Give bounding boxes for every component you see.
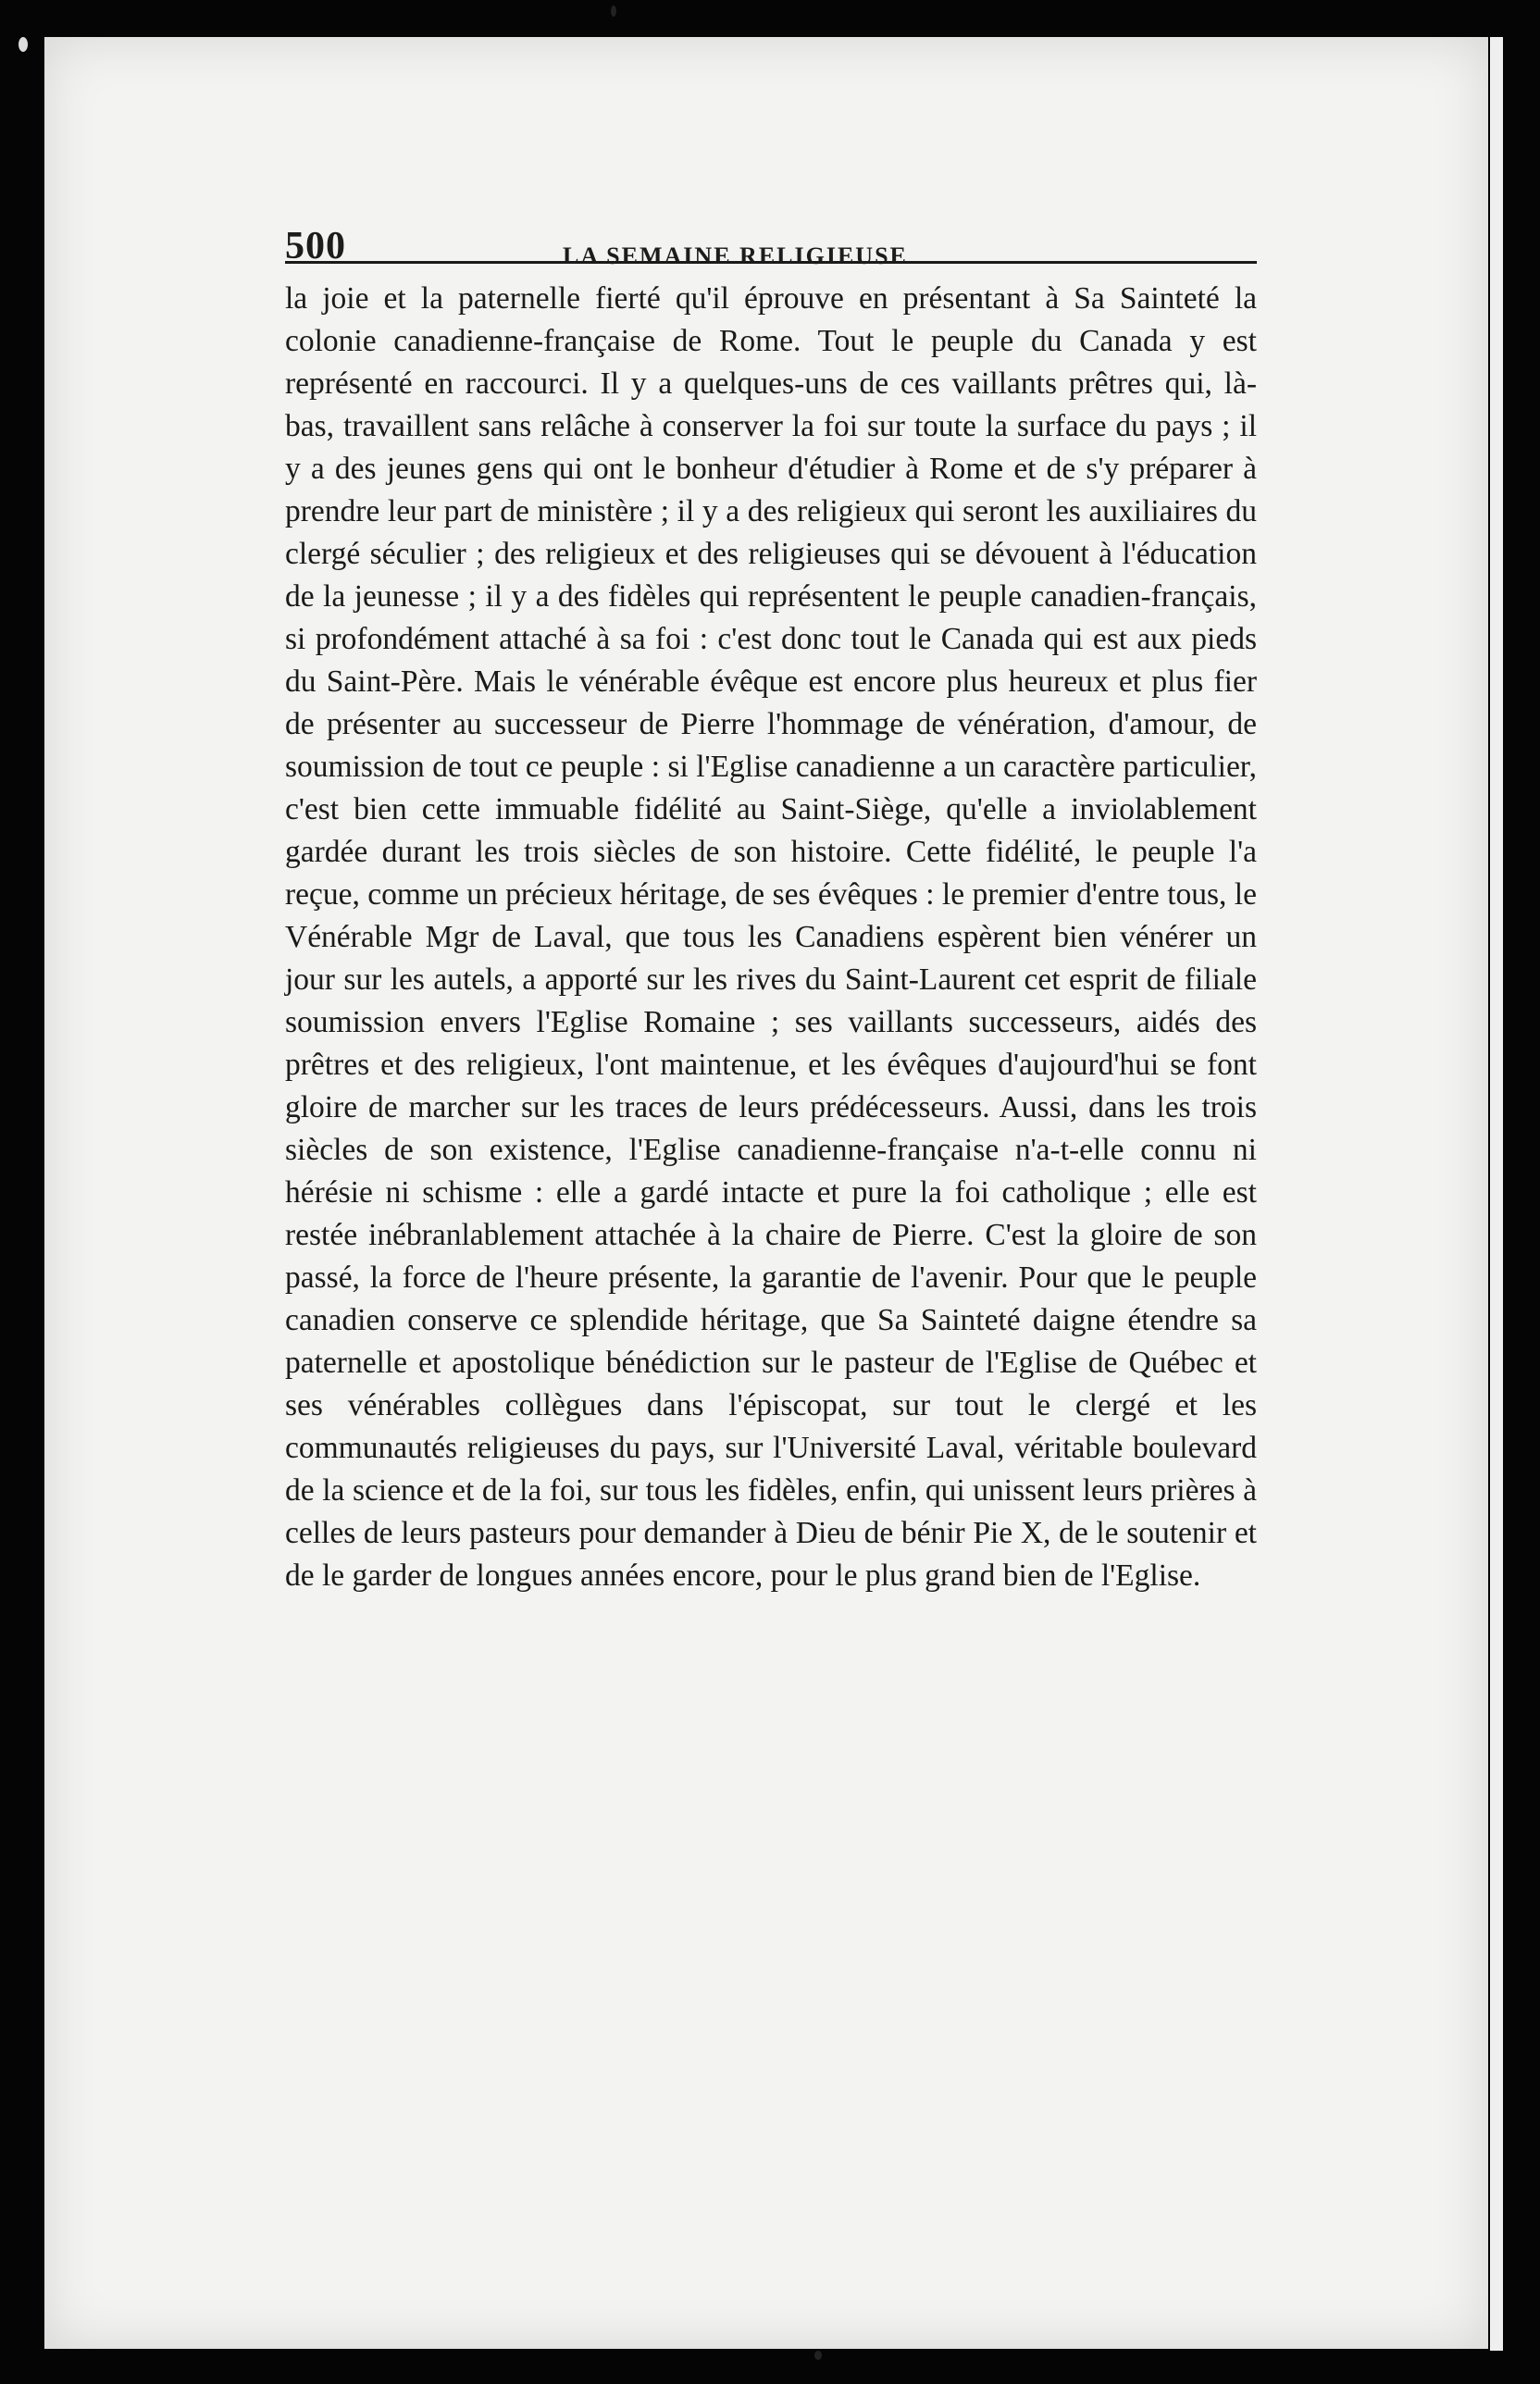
dust-speck xyxy=(814,2351,822,2360)
running-head: LA SEMAINE RELIGIEUSE xyxy=(563,242,908,269)
page-number: 500 xyxy=(285,225,346,267)
dust-speck xyxy=(611,6,616,17)
body-paragraph: la joie et la paternelle fierté qu'il éprouve en présentant à Sa Sainteté la colonie canadienne-française de Rome. Tout le peuple du Canada y est représenté en raccourci. Il y a quelques-uns de ces vaillants prêtres qui, là-bas, travaillent sans relâche à conserver la foi sur toute la surface du pays ; il y a des jeunes gens qui ont le bonheur d'étudier à Rome et de s'y préparer à prendre leur part de ministère ; il y a des religieux qui seront les auxiliaires du clergé séculier ; des religieux et des religieuses qui se dévouent à l'éducation de la jeunesse ; il y a des fidèles qui représentent le peuple canadien-français, si profondément attaché à sa foi : c'est donc tout le Canada qui est aux pieds du Saint-Père. Mais le vénérable évêque est encore plus heureux et plus fier de présenter au successeur de Pierre l'hommage de vénération, d'amour, de soumission de tout ce peuple : si l'Eglise canadienne a un caractère particulier, c'est bien cette immuable fidélité au Saint-Siège, qu'elle a inviolablement gardée durant les trois siècles de son histoire. Cette fidélité, le peuple l'a reçue, comme un précieux héritage, de ses évêques : le premier d'entre tous, le Vénérable Mgr de Laval, que tous les Canadiens espèrent bien vénérer un jour sur les autels, a apporté sur les rives du Saint-Laurent cet esprit de filiale soumission envers l'Eglise Romaine ; ses vaillants successeurs, aidés des prêtres et des religieux, l'ont maintenue, et les évêques d'aujourd'hui se font gloire de marcher sur les traces de leurs prédécesseurs. Aussi, dans les trois siècles de son existence, l'Eglise canadienne-française n'a-t-elle connu ni hérésie ni schisme : elle a gardé intacte et pure la foi catholique ; elle est restée inébranlablement attachée à la chaire de Pierre. C'est la gloire de son passé, la force de l'heure présente, la garantie de l'avenir. Pour que le peuple canadien conserve ce splendide héritage, que Sa Sainteté daigne étendre sa paternelle et apostolique bénédiction sur le pasteur de l'Eglise de Québec et ses vénérables collègues dans l'épiscopat, sur tout le clergé et les communautés religieuses du pays, sur l'Université Laval, véritable boulevard de la science et de la foi, sur tous les fidèles, enfin, qui unissent leurs prières à celles de leurs pasteurs pour demander à Dieu de bénir Pie X, de le soutenir et de le garder de longues années encore, pour le plus grand bien de l'Eglise. xyxy=(285,281,1257,1593)
dust-speck xyxy=(19,37,28,52)
page-header xyxy=(285,196,1257,269)
film-edge xyxy=(1490,37,1503,2351)
